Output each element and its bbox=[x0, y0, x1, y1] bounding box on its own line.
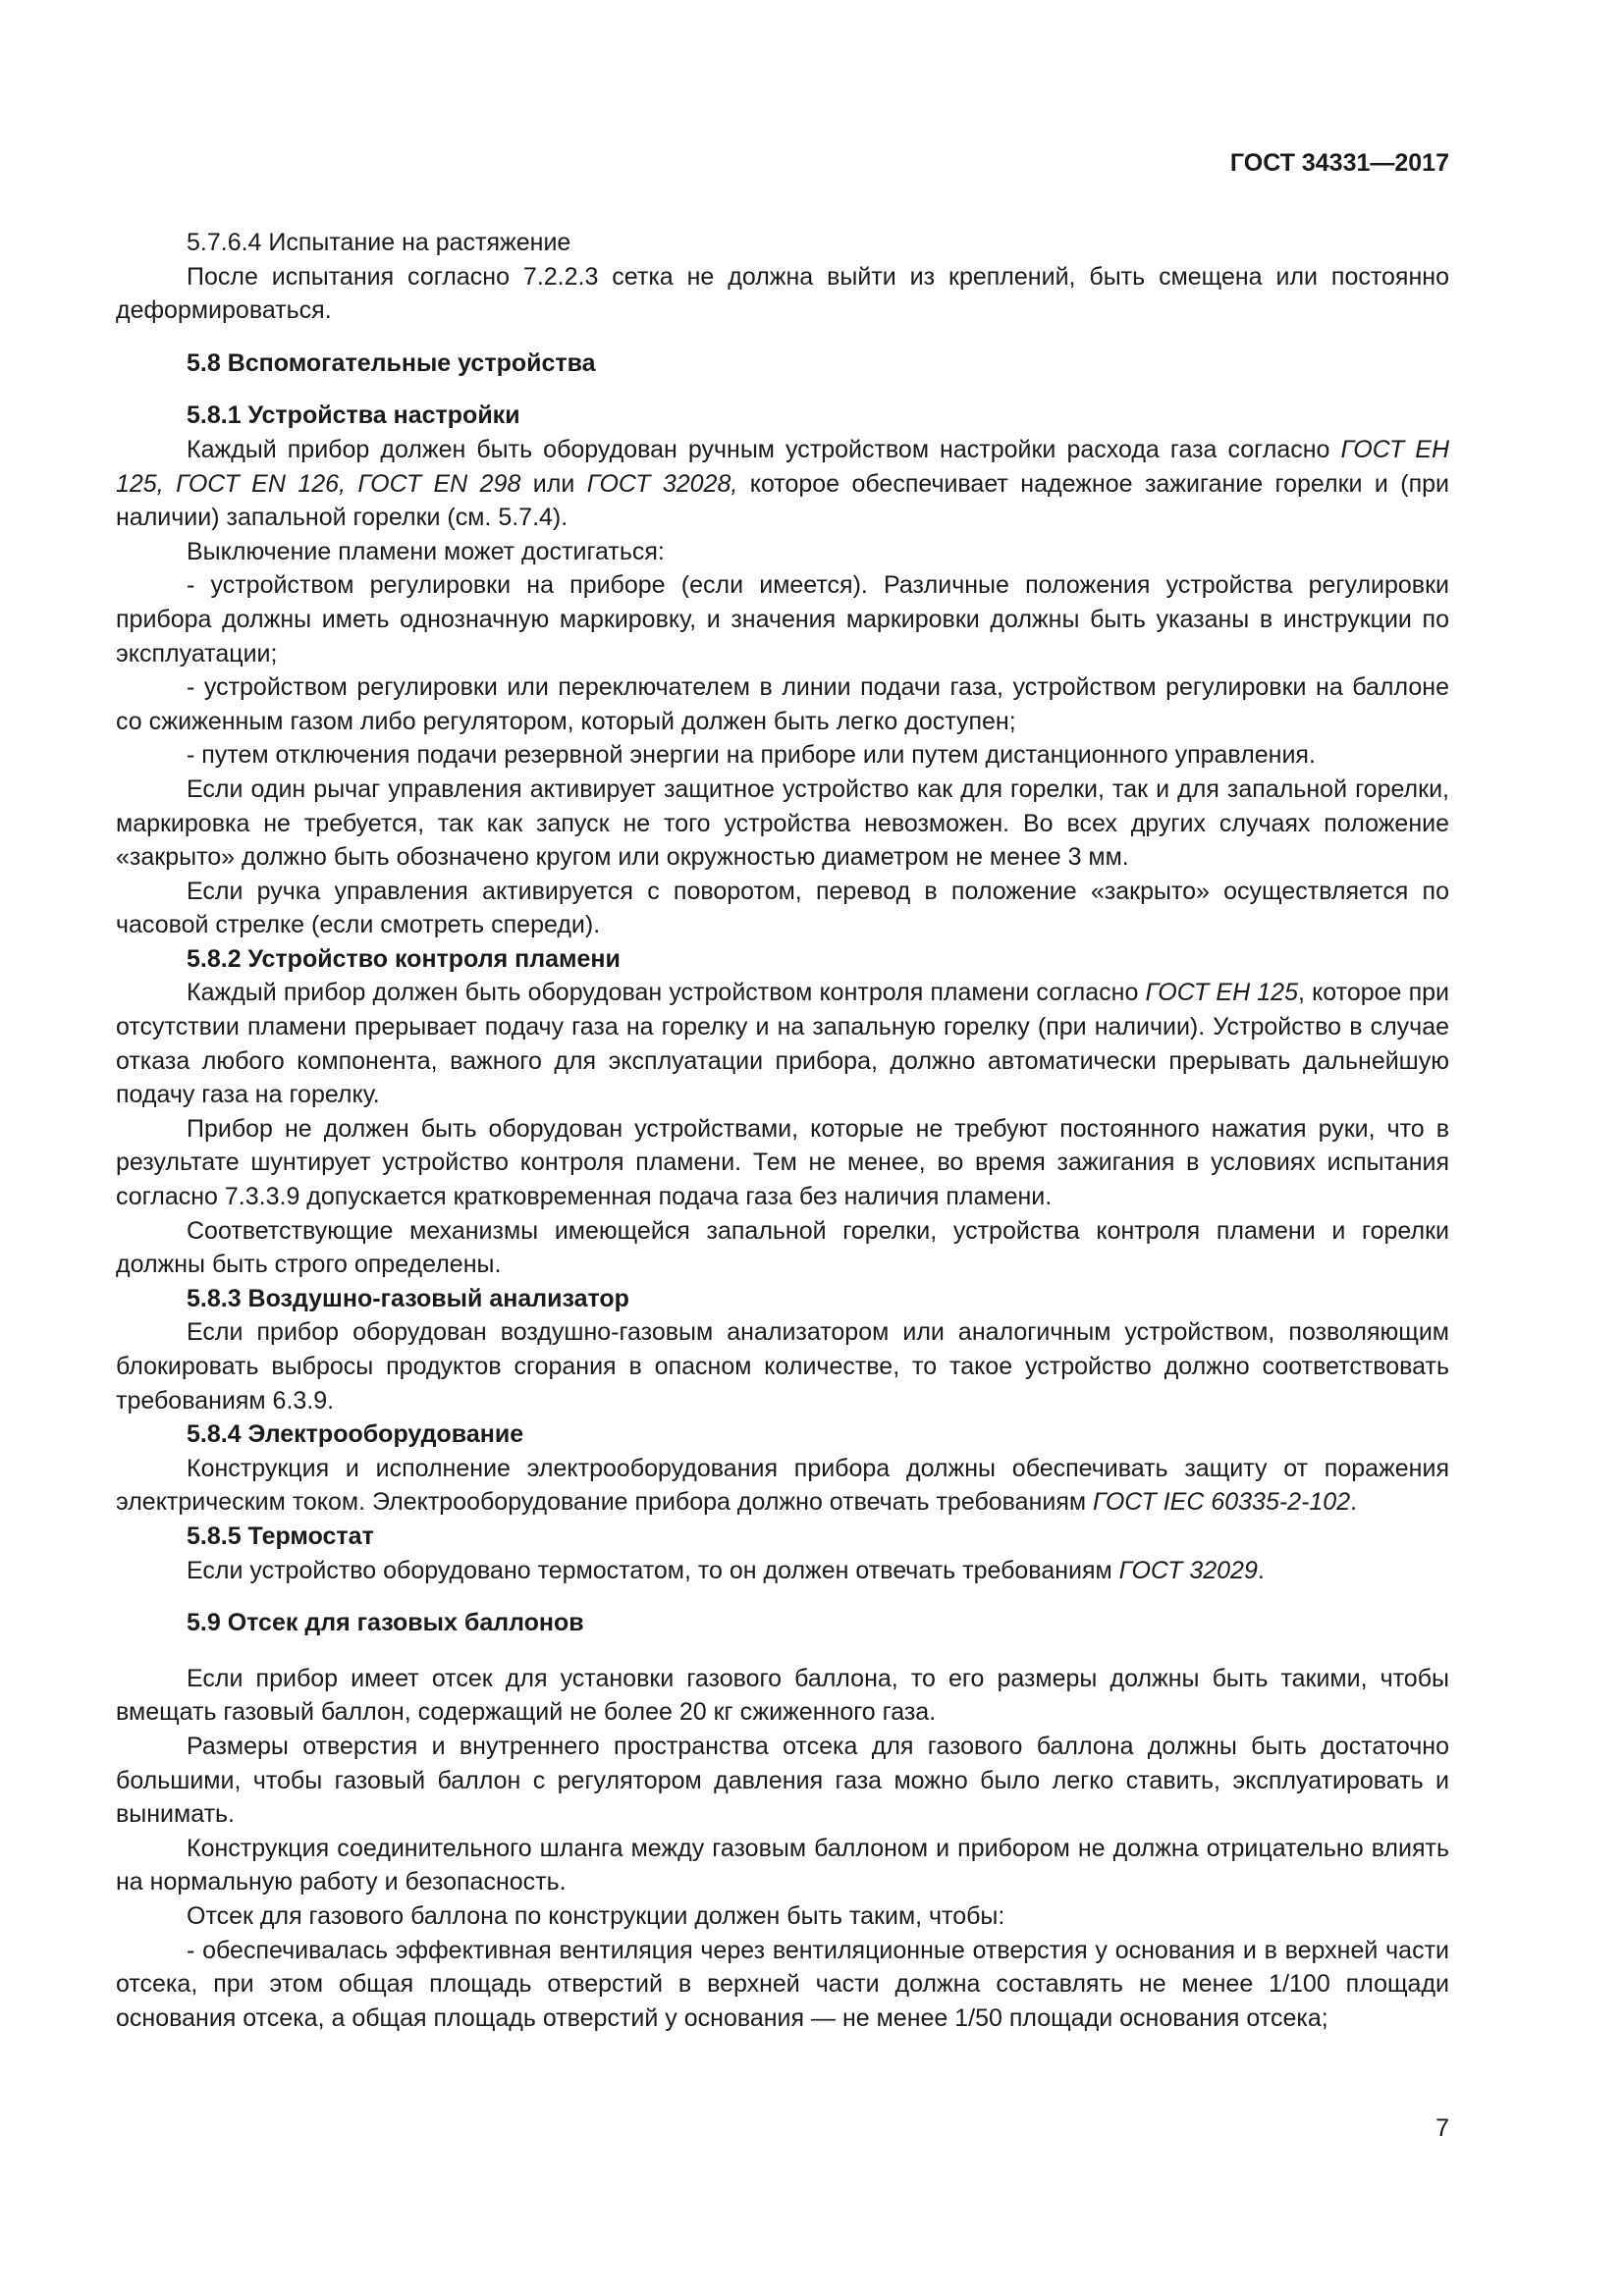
list-item: - путем отключения подачи резервной энергии на приборе или путем дистанционного управления. bbox=[187, 741, 1316, 770]
subsection-heading: 5.8.2 Устройство контроля пламени bbox=[187, 944, 621, 973]
paragraph: Если прибор имеет отсек для установки газового баллона, то его размеры должны быть такими, чтобы вмещать газовый баллон, содержащий не более 20 кг сжиженного газа. bbox=[116, 1664, 1449, 1727]
subsection-heading: 5.8.4 Электрооборудование bbox=[187, 1420, 524, 1449]
subsection-heading: 5.8.1 Устройства настройки bbox=[187, 401, 520, 430]
paragraph: Если ручка управления активируется с поворотом, перевод в положение «закрыто» осуществляется по часовой стрелке (если смотреть спереди). bbox=[116, 877, 1449, 939]
document-header: ГОСТ 34331—2017 bbox=[1229, 149, 1449, 177]
section-heading: 5.9 Отсек для газовых баллонов bbox=[187, 1609, 584, 1637]
list-item: - обеспечивалась эффективная вентиляция через вентиляционные отверстия у основания и в верхней части отсека, при этом общая площадь отверстий в верхней части должна составлять не менее 1/100 площади основания отсека, а общая площадь отверстий у основания — не менее 1/50 площади основания отсека; bbox=[116, 1936, 1449, 2032]
subsection-heading: 5.8.5 Термостат bbox=[187, 1522, 374, 1550]
paragraph: Каждый прибор должен быть оборудован устройством контроля пламени согласно ГОСТ ЕН 125, которое при отсутствии пламени прерывает подачу газа на горелку и на запальную горелку (при наличии). Устройство в случае отказа любого компонента, важного для эксплуатации прибора, должно автоматически прерывать дальнейшую подачу газа на горелку. bbox=[116, 979, 1449, 1109]
paragraph: Конструкция соединительного шланга между газовым баллоном и прибором не должна отрицательно влиять на нормальную работу и безопасность. bbox=[116, 1834, 1449, 1896]
subsection-heading: 5.8.3 Воздушно-газовый анализатор bbox=[187, 1284, 629, 1312]
paragraph: Каждый прибор должен быть оборудован ручным устройством настройки расхода газа согласно ГОСТ ЕН 125, ГОСТ EN 126, ГОСТ EN 298 или ГОСТ 32028, которое обеспечивает надежное зажигание горелки и (при наличии) запальной горелки (см. 5.7.4). bbox=[116, 435, 1450, 532]
section-heading: 5.8 Вспомогательные устройства bbox=[187, 348, 596, 377]
paragraph: Соответствующие механизмы имеющейся запальной горелки, устройства контроля пламени и горелки должны быть строго определены. bbox=[116, 1216, 1449, 1279]
page-number: 7 bbox=[1435, 2114, 1449, 2142]
paragraph: 5.7.6.4 Испытание на растяжение bbox=[187, 229, 571, 256]
paragraph: Размеры отверстия и внутреннего пространства отсека для газового баллона должны быть достаточно большими, чтобы газовый баллон с регулятором давления газа можно было легко ставить, эксплуатировать и вынимать. bbox=[116, 1732, 1449, 1829]
paragraph: Отсек для газового баллона по конструкции должен быть таким, чтобы: bbox=[187, 1901, 1005, 1930]
list-item: - устройством регулировки на приборе (если имеется). Различные положения устройства регулировки прибора должны иметь однозначную маркировку, и значения маркировки должны быть указаны в инструкции по эксплуатации; bbox=[116, 571, 1449, 667]
list-item: - устройством регулировки или переключателем в линии подачи газа, устройством регулировки на баллоне со сжиженным газом либо регулятором, который должен быть легко доступен; bbox=[116, 673, 1449, 735]
paragraph: Прибор не должен быть оборудован устройствами, которые не требуют постоянного нажатия руки, что в результате шунтирует устройство контроля пламени. Тем не менее, во время зажигания в условиях испытания согласно 7.3.3.9 допускается кратковременная подача газа без наличия пламени. bbox=[116, 1114, 1449, 1211]
paragraph: Выключение пламени может достигаться: bbox=[187, 537, 665, 565]
paragraph: Если устройство оборудовано термостатом, то он должен отвечать требованиям ГОСТ 32029. bbox=[187, 1556, 1265, 1584]
paragraph: Если прибор оборудован воздушно-газовым анализатором или аналогичным устройством, позволяющим блокировать выбросы продуктов сгорания в опасном количестве, то такое устройство должно соответствовать требованиям 6.3.9. bbox=[116, 1318, 1449, 1415]
paragraph: После испытания согласно 7.2.2.3 сетка не должна выйти из креплений, быть смещена или постоянно деформироваться. bbox=[116, 262, 1449, 325]
paragraph: Конструкция и исполнение электрооборудования прибора должны обеспечивать защиту от поражения электрическим током. Электрооборудование прибора должно отвечать требованиям ГОСТ IEC 60335-2-102. bbox=[116, 1454, 1449, 1517]
document-body bbox=[116, 226, 1449, 2035]
paragraph: Если один рычаг управления активирует защитное устройство как для горелки, так и для запальной горелки, маркировка не требуется, так как запуск не того устройства невозможен. Во всех других случаях положение «закрыто» должно быть обозначено кругом или окружностью диаметром не менее 3 мм. bbox=[116, 774, 1449, 872]
